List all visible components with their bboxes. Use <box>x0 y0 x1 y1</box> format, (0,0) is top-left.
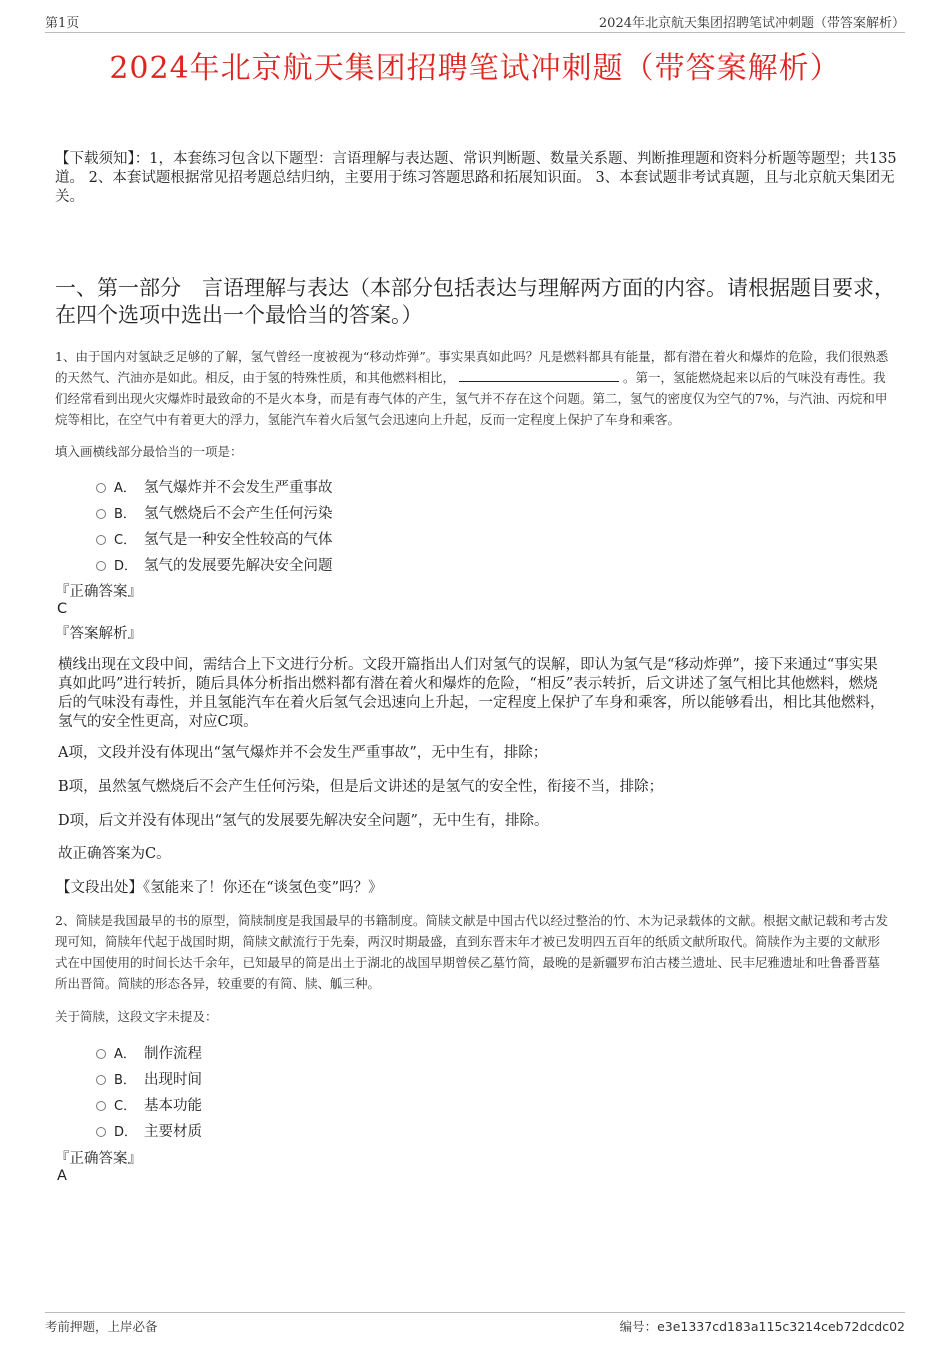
question-2-options <box>96 1039 696 1143</box>
footer-slogan: 考前押题，上岸必备 <box>45 1319 158 1334</box>
analysis-option-b: B项，虽然氢气燃烧后不会产生任何污染，但是后文讲述的是氢气的安全性，衔接不当，排除； <box>58 779 664 795</box>
option-b[interactable]: B． 氢气燃烧后不会产生任何污染 <box>96 499 696 525</box>
page-footer <box>45 1312 905 1335</box>
question-2-stem: 2、简牍是我国最早的书的原型，简牍制度是我国最早的书籍制度。简牍文献是中国古代以经过整治的竹、木为记录载体的文献。根据文献记载和考古发现可知，简牍年代起于战国时期，简牍文献流行于先秦，两汉时期最盛，直到东晋末年才被已发明四五百年的纸质文献所取代。简牍作为主要的文献形式在中国使用的时间长达千余年，已知最早的简是出土于湖北的战国早期曾侯乙墓竹简，最晚的是新疆罗布泊古楼兰遗址、民丰尼雅遗址和吐鲁番晋墓所出晋简。简牍的形态各异，较重要的有简、牍、觚三种。 <box>55 913 888 991</box>
correct-answer-label: 『正确答案』 <box>55 584 142 600</box>
radio-icon[interactable] <box>96 1049 106 1059</box>
question-1-stem <box>55 346 890 430</box>
question-1-options <box>96 473 696 577</box>
analysis-option-d: D项，后文并没有体现出“氢气的发展要先解决安全问题”，无中生有，排除。 <box>58 813 549 829</box>
analysis-option-a: A项，文段并没有体现出“氢气爆炸并不会发生严重事故”，无中生有，排除； <box>58 745 548 761</box>
page-title: 2024年北京航天集团招聘笔试冲刺题（带答案解析） <box>109 51 841 86</box>
option-c[interactable]: C． 基本功能 <box>96 1091 696 1117</box>
footer-doc-id: 编号：e3e1337cd183a115c3214ceb72dcdc02 <box>619 1319 905 1334</box>
option-d[interactable]: D． 氢气的发展要先解决安全问题 <box>96 551 696 577</box>
radio-icon[interactable] <box>96 561 106 571</box>
option-a[interactable]: A． 制作流程 <box>96 1039 696 1065</box>
analysis-paragraph: 横线出现在文段中间，需结合上下文进行分析。文段开篇指出人们对氢气的误解，即认为氢气是“移动炸弹”，接下来通过“事实果真如此吗”进行转折，随后具体分析指出燃料都有潜在着火和爆炸的危险，“相反”表示转折，后文讲述了氢气相比其他燃料，燃烧后的气味没有毒性，并且氢能汽车在着火后氢气会迅速向上升起，一定程度上保护了车身和乘客，所以能够看出，相比其他燃料，氢气的安全性更高，对应C项。 <box>58 657 885 730</box>
correct-answer: A <box>57 1168 67 1184</box>
option-a[interactable]: A． 氢气爆炸并不会发生严重事故 <box>96 473 696 499</box>
page-header <box>45 12 905 33</box>
radio-icon[interactable] <box>96 535 106 545</box>
correct-answer: C <box>57 601 68 617</box>
option-c[interactable]: C． 氢气是一种安全性较高的气体 <box>96 525 696 551</box>
fill-blank-line <box>459 369 619 382</box>
radio-icon[interactable] <box>96 1101 106 1111</box>
page-number: 第1页 <box>45 16 80 31</box>
download-notice: 【下载须知】：1，本套练习包含以下题型：言语理解与表达题、常识判断题、数量关系题、判断推理题和资料分析题等题型；共135道。 2、本套试题根据常见招考题总结归纳，主要用于练习答题思路和拓展知识面。 3、本套试题非考试真题，且与北京航天集团无关。 <box>55 151 897 205</box>
option-b[interactable]: B． 出现时间 <box>96 1065 696 1091</box>
question-2-prompt: 关于简牍，这段文字未提及： <box>55 1009 218 1024</box>
radio-icon[interactable] <box>96 1127 106 1137</box>
section-heading: 一、第一部分 言语理解与表达（本部分包括表达与理解两方面的内容。请根据题目要求，在四个选项中选出一个最恰当的答案。） <box>55 276 895 327</box>
header-doc-title: 2024年北京航天集团招聘笔试冲刺题（带答案解析） <box>598 16 905 31</box>
analysis-label: 『答案解析』 <box>55 626 142 642</box>
analysis-conclusion: 故正确答案为C。 <box>58 846 171 862</box>
question-1-prompt: 填入画横线部分最恰当的一项是： <box>55 444 243 459</box>
option-d[interactable]: D． 主要材质 <box>96 1117 696 1143</box>
radio-icon[interactable] <box>96 1075 106 1085</box>
question-1-stem-after: 。第一，氢能燃烧起来以后的气味没有毒性。我们经常看到出现火灾爆炸时最致命的不是火本身，而是有毒气体的产生，氢气并不存在这个问题。第二，氢气的密度仅为空气的7%，与汽油、丙烷和甲烷等相比，在空气中有着更大的浮力，氢能汽车着火后氢气会迅速向上升起，反而一定程度上保护了车身和乘客。 <box>55 370 888 427</box>
question-1-stem-before: 1、由于国内对氢缺乏足够的了解，氢气曾经一度被视为“移动炸弹”。事实果真如此吗？凡是燃料都具有能量，都有潜在着火和爆炸的危险，我们很熟悉的天然气、汽油亦是如此。相反，由于氢的特殊性质，和其他燃料相比， <box>55 349 889 385</box>
radio-icon[interactable] <box>96 483 106 493</box>
correct-answer-label: 『正确答案』 <box>55 1151 142 1167</box>
radio-icon[interactable] <box>96 509 106 519</box>
passage-source: 【文段出处】《氢能来了！你还在“谈氢色变”吗？》 <box>56 880 383 896</box>
